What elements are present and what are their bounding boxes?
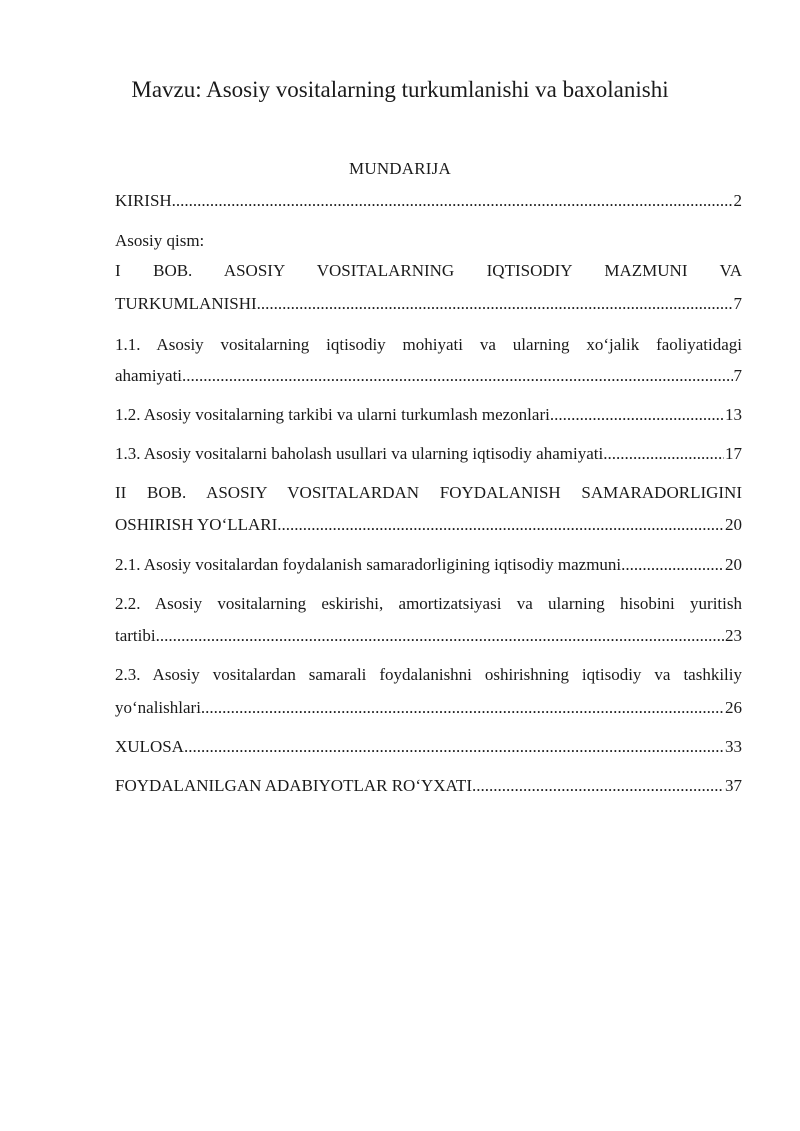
toc-s2-3-line1: 2.3. Asosiy vositalardan samarali foydalanishni oshirishning iqtisodiy va tashkiliy: [115, 665, 742, 684]
toc-entry-text: ahamiyati: [115, 366, 183, 385]
toc-s2-2-line1: 2.2. Asosiy vositalarning eskirishi, amortizatsiyasi va ularning hisobini yuritish: [115, 594, 742, 613]
toc-page-number: 17: [725, 444, 742, 463]
toc-page-number: 20: [725, 515, 742, 534]
toc-entry-chapter1: [115, 292, 742, 316]
toc-leader-dots: [257, 292, 733, 316]
toc-leader-dots: [172, 189, 733, 213]
toc-entry-s2-1: [115, 553, 742, 577]
toc-leader-dots: [277, 513, 724, 537]
toc-entry-s1-1: [115, 364, 742, 388]
toc-entry-text: FOYDALANILGAN ADABIYOTLAR RO‘YXATI: [115, 776, 472, 795]
toc-page-number: 23: [725, 626, 742, 645]
toc-chapter2-line1: II BOB. ASOSIY VOSITALARDAN FOYDALANISH SAMARADORLIGINI: [115, 483, 742, 502]
toc-leader-dots: [603, 442, 724, 466]
document-title: Mavzu: Asosiy vositalarning turkumlanishi va baxolanishi: [131, 77, 669, 102]
toc-chapter1-line1: I BOB. ASOSIY VOSITALARNING IQTISODIY MAZMUNI VA: [115, 261, 742, 280]
toc-page-number: 37: [725, 776, 742, 795]
toc-entry-text: tartibi: [115, 626, 156, 645]
toc-leader-dots: [621, 553, 724, 577]
toc-heading: MUNDARIJA: [349, 159, 451, 178]
toc-entry-text: 2.1. Asosiy vositalardan foydalanish samaradorligining iqtisodiy mazmuni: [115, 555, 622, 574]
toc-entry-text: 1.3. Asosiy vositalarni baholash usullari va ularning iqtisodiy ahamiyati: [115, 444, 604, 463]
toc-page-number: 26: [725, 698, 742, 717]
toc-entry-kirish: [115, 189, 742, 213]
toc-s1-1-line1: 1.1. Asosiy vositalarning iqtisodiy mohiyati va ularning xo‘jalik faoliyatidagi: [115, 335, 742, 354]
toc-entry-text: KIRISH: [115, 191, 172, 210]
toc-page-number: 2: [733, 191, 742, 210]
toc-entry-text: XULOSA: [115, 737, 184, 756]
toc-entry-text: yo‘nalishlari: [115, 698, 201, 717]
toc-page-number: 20: [725, 555, 742, 574]
toc-entry-chapter2: [115, 513, 742, 537]
toc-entry-adabiyotlar: [115, 774, 742, 798]
toc-leader-dots: [201, 696, 724, 720]
toc-leader-dots: [184, 735, 724, 759]
toc-page-number: 7: [733, 294, 742, 313]
toc-entry-text: 1.2. Asosiy vositalarning tarkibi va ularni turkumlash mezonlari: [115, 405, 550, 424]
toc-page-number: 33: [725, 737, 742, 756]
toc-entry-s1-3: [115, 442, 742, 466]
toc-leader-dots: [182, 364, 732, 388]
toc-entry-s2-2: [115, 624, 742, 648]
toc-page-number: 13: [725, 405, 742, 424]
toc-entry-s1-2: [115, 403, 742, 427]
toc-entry-text: TURKUMLANISHI: [115, 294, 257, 313]
toc-leader-dots: [550, 403, 724, 427]
toc-page-number: 7: [733, 366, 742, 385]
toc-entry-xulosa: [115, 735, 742, 759]
toc-entry-s2-3: [115, 696, 742, 720]
toc-leader-dots: [472, 774, 724, 798]
toc-leader-dots: [156, 624, 724, 648]
toc-main-part-label: Asosiy qism:: [115, 231, 205, 250]
toc-entry-text: OSHIRISH YO‘LLARI: [115, 515, 278, 534]
